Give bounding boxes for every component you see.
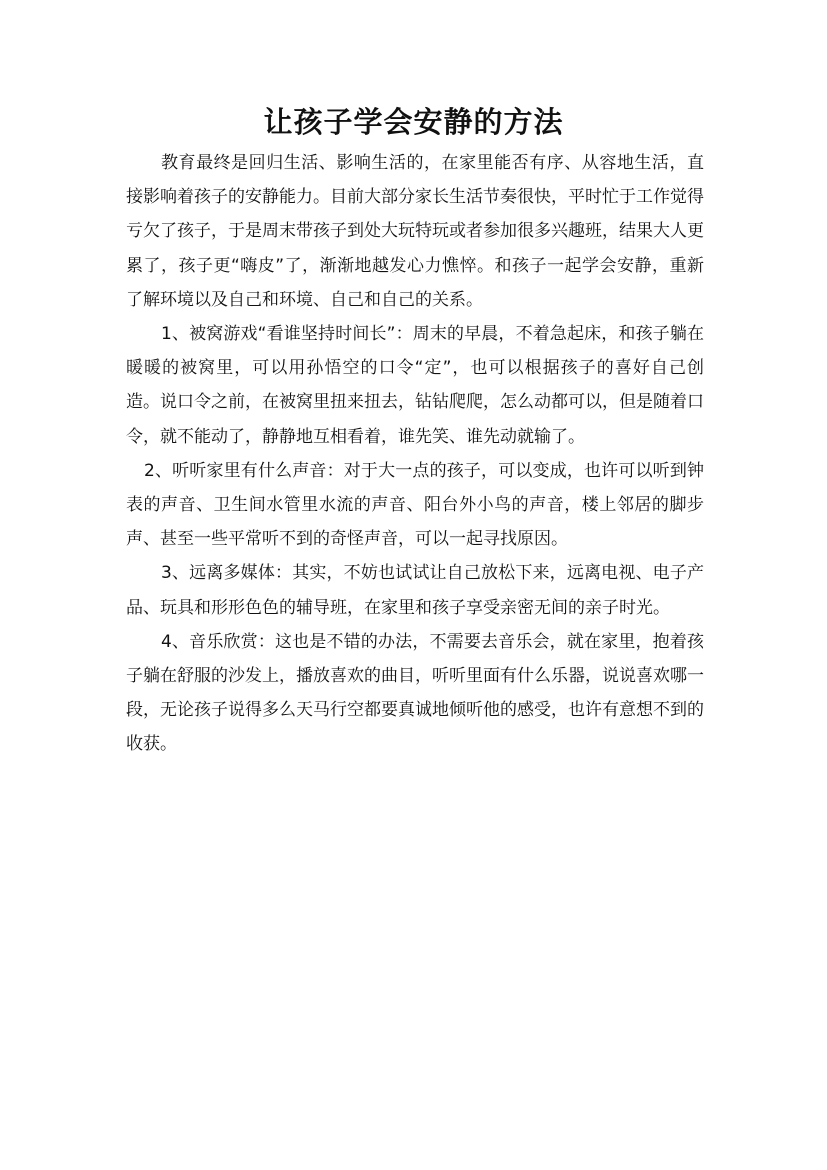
intro-paragraph: 教育最终是回归生活、影响生活的，在家里能否有序、从容地生活，直接影响着孩子的安静能力。目前大部分家长生活节奏很快，平时忙于工作觉得亏欠了孩子，于是周末带孩子到处大玩特玩或者参加很多兴趣班，结果大人更累了，孩子更“嗨皮”了，渐渐地越发心力憔悴。和孩子一起学会安静，重新了解环境以及自己和环境、自己和自己的关系。	[126, 153, 704, 310]
method-3-paragraph: 3、远离多媒体：其实，不妨也试试让自己放松下来，远离电视、电子产品、玩具和形形色色的辅导班，在家里和孩子享受亲密无间的亲子时光。	[126, 563, 704, 618]
method-1-paragraph: 1、被窝游戏“看谁坚持时间长”：周末的早晨，不着急起床，和孩子躺在暖暖的被窝里，可以用孙悟空的口令“定”，也可以根据孩子的喜好自己创造。说口令之前，在被窝里扭来扭去，钻钻爬爬，怎么动都可以，但是随着口令，就不能动了，静静地互相看着，谁先笑、谁先动就输了。	[126, 324, 704, 447]
method-4-paragraph: 4、音乐欣赏：这也是不错的办法，不需要去音乐会，就在家里，抱着孩子躺在舒服的沙发上，播放喜欢的曲目，听听里面有什么乐器，说说喜欢哪一段，无论孩子说得多么天马行空都要真诚地倾听他的感受，也许有意想不到的收获。	[126, 631, 704, 755]
method-2-paragraph: 2、听听家里有什么声音：对于大一点的孩子，可以变成，也许可以听到钟表的声音、卫生间水管里水流的声音、阳台外小鸟的声音，楼上邻居的脚步声、甚至一些平常听不到的奇怪声音，可以一起寻找原因。	[126, 460, 704, 550]
document-body	[126, 146, 704, 762]
document-title: 让孩子学会安静的方法	[263, 105, 564, 139]
